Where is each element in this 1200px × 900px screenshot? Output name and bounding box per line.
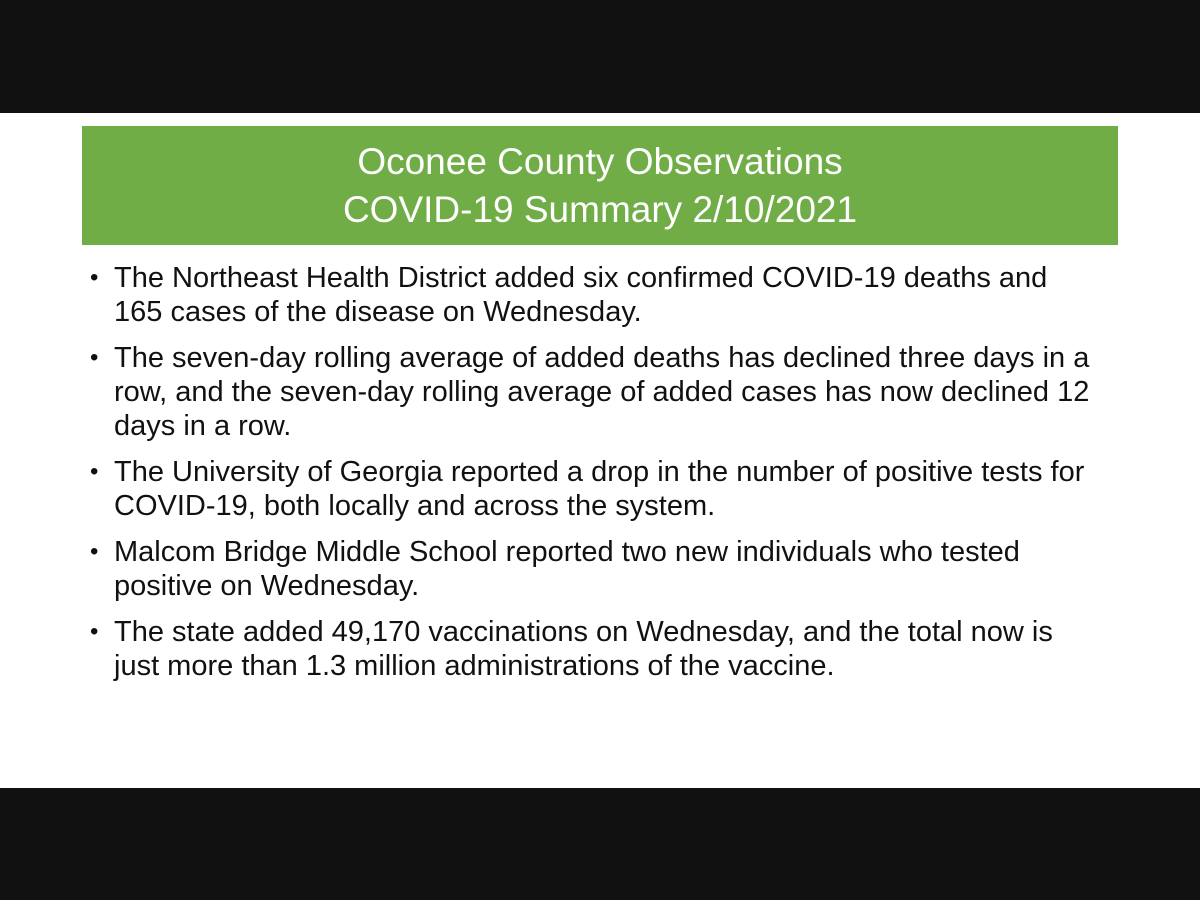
bullet-icon: • — [90, 344, 99, 371]
slide — [0, 113, 1200, 788]
bullet-icon: • — [90, 458, 99, 485]
bullet-item — [88, 261, 1098, 329]
bullet-text: The Northeast Health District added six confirmed COVID-19 deaths and 165 cases of the disease on Wednesday. — [114, 262, 1048, 328]
letterbox-bottom — [0, 788, 1200, 900]
slide-subtitle: COVID-19 Summary 2/10/2021 — [342, 188, 858, 230]
bullet-icon: • — [90, 538, 99, 565]
bullet-item — [88, 341, 1098, 443]
letterbox-top — [0, 0, 1200, 113]
bullet-text: Malcom Bridge Middle School reported two new individuals who tested positive on Wednesday. — [114, 536, 1020, 602]
bullet-text: The seven-day rolling average of added deaths has declined three days in a row, and the seven-day rolling average of added cases has now declined 12 days in a row. — [114, 342, 1090, 442]
bullet-item — [88, 455, 1098, 523]
bullet-text: The University of Georgia reported a drop in the number of positive tests for COVID-19, both locally and across the system. — [114, 456, 1085, 522]
bullet-text: The state added 49,170 vaccinations on Wednesday, and the total now is just more than 1.3 million administrations of the vaccine. — [114, 616, 1053, 682]
slide-title: Oconee County Observations — [357, 140, 843, 182]
bullet-item — [88, 615, 1098, 683]
bullet-icon: • — [90, 264, 99, 291]
bullet-list — [88, 261, 1098, 695]
bullet-item — [88, 535, 1098, 603]
bullet-icon: • — [90, 618, 99, 645]
title-banner — [82, 126, 1118, 245]
